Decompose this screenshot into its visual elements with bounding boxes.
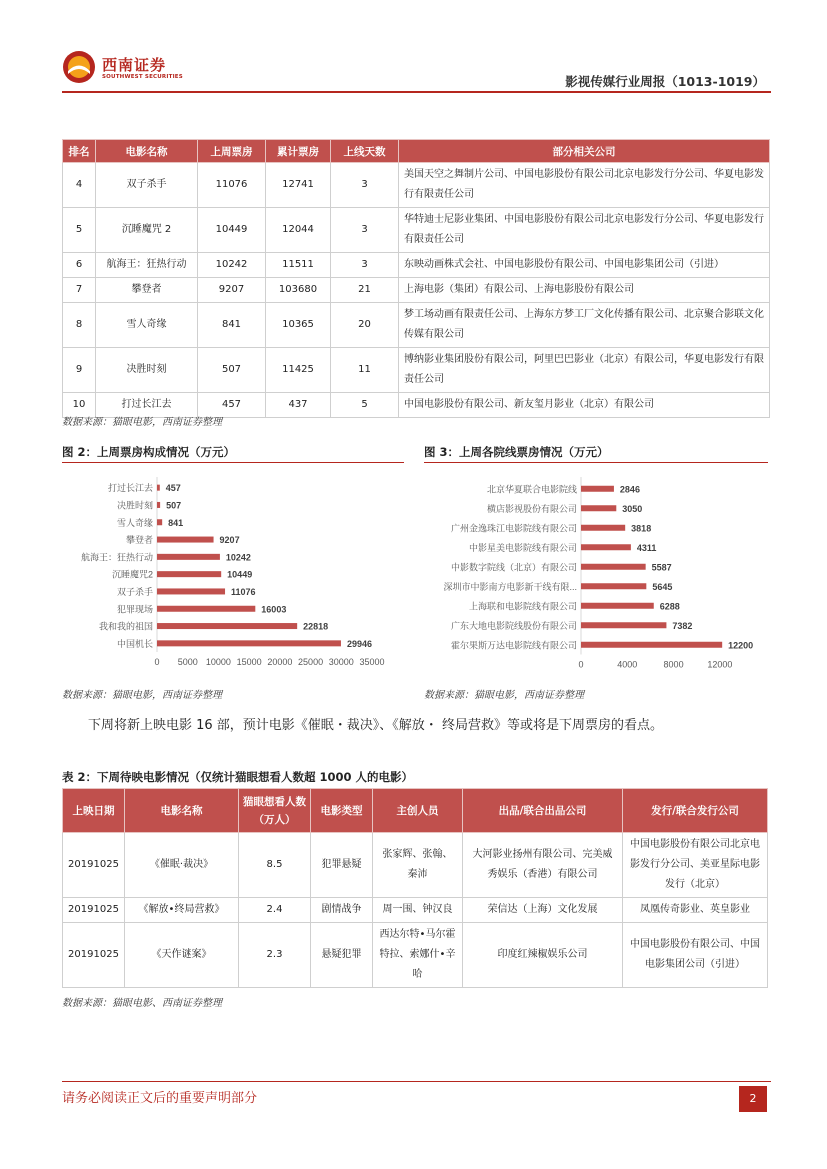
table-row xyxy=(63,348,770,393)
week-box-cell: 10449 xyxy=(198,208,266,253)
producer-cell: 印度红辣椒娱乐公司 xyxy=(463,923,623,988)
days-cell: 11 xyxy=(331,348,399,393)
category-label: 双子杀手 xyxy=(116,586,153,597)
rank-cell: 4 xyxy=(63,163,96,208)
tick-label: 8000 xyxy=(663,659,684,670)
category-label: 中影星美电影院线有限公司 xyxy=(468,542,577,553)
companies-cell: 上海电影（集团）有限公司、上海电影股份有限公司 xyxy=(399,278,770,303)
col-header-companies: 部分相关公司 xyxy=(399,140,770,163)
movie-title-cell: 打过长江去 xyxy=(96,393,198,418)
data-label: 507 xyxy=(166,500,182,511)
data-label: 29946 xyxy=(346,638,372,649)
table-header-row xyxy=(63,140,770,163)
col-header-total-box: 累计票房 xyxy=(266,140,331,163)
footer-divider xyxy=(62,1081,771,1082)
data-label: 3050 xyxy=(622,503,643,514)
company-logo xyxy=(62,50,182,86)
producer-cell: 大河影业扬州有限公司、完美威秀娱乐（香港）有限公司 xyxy=(463,833,623,898)
tick-label: 10000 xyxy=(205,657,231,667)
week-box-cell: 841 xyxy=(198,303,266,348)
bar xyxy=(581,564,646,570)
movie-title-cell: 雪人奇缘 xyxy=(96,303,198,348)
movie-title-cell: 双子杀手 xyxy=(96,163,198,208)
col-header-week-box: 上周票房 xyxy=(198,140,266,163)
companies-cell: 东映动画株式会社、中国电影股份有限公司、中国电影集团公司（引进） xyxy=(399,253,770,278)
want-to-see-cell: 2.4 xyxy=(239,898,311,923)
week-box-cell: 507 xyxy=(198,348,266,393)
rank-cell: 6 xyxy=(63,253,96,278)
total-box-cell: 11511 xyxy=(266,253,331,278)
box-office-table xyxy=(62,139,770,418)
total-box-cell: 103680 xyxy=(266,278,331,303)
week-box-cell: 10242 xyxy=(198,253,266,278)
movie-title-cell: 《解放•终局营救》 xyxy=(125,898,239,923)
rank-cell: 5 xyxy=(63,208,96,253)
data-label: 4311 xyxy=(636,542,657,553)
data-label: 11076 xyxy=(231,586,256,597)
companies-cell: 中国电影股份有限公司、新友玺月影业（北京）有限公司 xyxy=(399,393,770,418)
figure2-source: 数据来源：猫眼电影，西南证券整理 xyxy=(62,690,222,701)
bar xyxy=(581,525,625,531)
cast-cell: 西达尔特•马尔霍特拉、索娜什•辛哈 xyxy=(373,923,463,988)
data-label: 3818 xyxy=(631,523,652,534)
bar xyxy=(157,623,297,629)
tick-label: 35000 xyxy=(359,657,385,667)
category-label: 广州金逸珠江电影院线有限公司 xyxy=(450,523,577,534)
tick-label: 30000 xyxy=(328,657,354,667)
week-box-cell: 457 xyxy=(198,393,266,418)
figure2-title-underline xyxy=(62,462,404,463)
category-label: 横店影视股份有限公司 xyxy=(486,503,577,514)
logo-cn-text: 西南证券 xyxy=(102,56,167,74)
category-label: 沉睡魔咒2 xyxy=(111,569,153,580)
data-label: 457 xyxy=(165,483,181,494)
figure3-source: 数据来源：猫眼电影，西南证券整理 xyxy=(424,690,584,701)
days-cell: 20 xyxy=(331,303,399,348)
col-header-genre: 电影类型 xyxy=(311,789,373,833)
data-label: 5645 xyxy=(652,581,673,592)
table2-source: 数据来源：猫眼电影、西南证券整理 xyxy=(62,998,222,1009)
disclaimer-notice: 请务必阅读正文后的重要声明部分 xyxy=(62,1091,258,1106)
bar xyxy=(581,583,646,589)
bar xyxy=(157,537,214,543)
category-label: 犯罪现场 xyxy=(116,604,153,615)
figure3-title-underline xyxy=(424,462,768,463)
col-header-release-date: 上映日期 xyxy=(63,789,125,833)
report-title: 影视传媒行业周报（1013-1019） xyxy=(565,74,765,89)
cinema-chain-box-office-chart xyxy=(424,470,770,675)
rank-cell: 10 xyxy=(63,393,96,418)
bar xyxy=(157,640,341,646)
companies-cell: 博纳影业集团股份有限公司，阿里巴巴影业（北京）有限公司，华夏电影发行有限责任公司 xyxy=(399,348,770,393)
total-box-cell: 11425 xyxy=(266,348,331,393)
distributor-cell: 中国电影股份有限公司、中国电影集团公司（引进） xyxy=(623,923,768,988)
category-label: 打过长江去 xyxy=(107,483,153,494)
cast-cell: 周一围、钟汉良 xyxy=(373,898,463,923)
days-cell: 5 xyxy=(331,393,399,418)
body-paragraph: 下周将新上映电影 16 部，预计电影《催眠・裁决》、《解放・ 终局营救》等或将是下周票房的看点。 xyxy=(88,718,663,733)
cast-cell: 张家辉、张翰、秦沛 xyxy=(373,833,463,898)
producer-cell: 荣信达（上海）文化发展 xyxy=(463,898,623,923)
rank-cell: 9 xyxy=(63,348,96,393)
table-header-row xyxy=(63,789,768,833)
tick-label: 15000 xyxy=(236,657,262,667)
tick-label: 12000 xyxy=(707,659,733,670)
upcoming-movies-table xyxy=(62,788,768,988)
col-header-title: 电影名称 xyxy=(125,789,239,833)
release-date-cell: 20191025 xyxy=(63,833,125,898)
genre-cell: 犯罪悬疑 xyxy=(311,833,373,898)
distributor-cell: 凤凰传奇影业、英皇影业 xyxy=(623,898,768,923)
movie-title-cell: 航海王：狂热行动 xyxy=(96,253,198,278)
table-row xyxy=(63,833,768,898)
col-header-distributor: 发行/联合发行公司 xyxy=(623,789,768,833)
box-office-composition-chart xyxy=(62,470,404,675)
col-header-want-to-see: 猫眼想看人数（万人） xyxy=(239,789,311,833)
tick-label: 4000 xyxy=(617,659,638,670)
week-box-cell: 11076 xyxy=(198,163,266,208)
genre-cell: 悬疑犯罪 xyxy=(311,923,373,988)
distributor-cell: 中国电影股份有限公司北京电影发行分公司、美亚星际电影发行（北京） xyxy=(623,833,768,898)
rank-cell: 8 xyxy=(63,303,96,348)
bar xyxy=(581,642,722,648)
tick-label: 0 xyxy=(578,659,584,670)
want-to-see-cell: 8.5 xyxy=(239,833,311,898)
bar xyxy=(157,519,162,525)
total-box-cell: 10365 xyxy=(266,303,331,348)
data-label: 10242 xyxy=(225,552,251,563)
bar xyxy=(157,588,225,594)
data-label: 9207 xyxy=(219,535,240,546)
tick-label: 20000 xyxy=(267,657,293,667)
movie-title-cell: 《天作谜案》 xyxy=(125,923,239,988)
data-label: 6288 xyxy=(659,601,680,612)
table2-title: 表 2：下周待映电影情况（仅统计猫眼想看人数超 1000 人的电影） xyxy=(62,770,414,784)
col-header-title: 电影名称 xyxy=(96,140,198,163)
bar xyxy=(581,505,616,511)
category-label: 雪人奇缘 xyxy=(116,517,153,528)
figure2-title: 图 2：上周票房构成情况（万元） xyxy=(62,445,236,459)
companies-cell: 华特迪士尼影业集团、中国电影股份有限公司北京电影发行分公司、华夏电影发行有限责任公司 xyxy=(399,208,770,253)
category-label: 北京华夏联合电影院线 xyxy=(486,484,577,495)
days-cell: 21 xyxy=(331,278,399,303)
header-divider xyxy=(62,91,771,93)
col-header-producer: 出品/联合出品公司 xyxy=(463,789,623,833)
category-label: 中国机长 xyxy=(116,638,153,649)
total-box-cell: 437 xyxy=(266,393,331,418)
category-label: 中影数字院线（北京）有限公司 xyxy=(450,562,577,573)
category-label: 航海王：狂热行动 xyxy=(80,552,153,563)
table-row xyxy=(63,923,768,988)
page-number: 2 xyxy=(739,1086,767,1112)
total-box-cell: 12044 xyxy=(266,208,331,253)
col-header-days: 上线天数 xyxy=(331,140,399,163)
tick-label: 5000 xyxy=(177,657,198,667)
release-date-cell: 20191025 xyxy=(63,923,125,988)
movie-title-cell: 《催眠·裁决》 xyxy=(125,833,239,898)
table-row xyxy=(63,163,770,208)
days-cell: 3 xyxy=(331,163,399,208)
data-label: 22818 xyxy=(303,621,329,632)
bar xyxy=(157,502,160,508)
figure3-title: 图 3：上周各院线票房情况（万元） xyxy=(424,445,609,459)
days-cell: 3 xyxy=(331,208,399,253)
logo-mark-icon xyxy=(62,50,96,84)
movie-title-cell: 沉睡魔咒 2 xyxy=(96,208,198,253)
category-label: 广东大地电影院线股份有限公司 xyxy=(450,620,577,631)
data-label: 2846 xyxy=(619,484,640,495)
category-label: 决胜时刻 xyxy=(116,500,153,511)
data-label: 5587 xyxy=(651,562,672,573)
release-date-cell: 20191025 xyxy=(63,898,125,923)
week-box-cell: 9207 xyxy=(198,278,266,303)
category-label: 我和我的祖国 xyxy=(98,621,153,632)
bar xyxy=(581,603,654,609)
bar xyxy=(581,544,631,550)
table1-source: 数据来源：猫眼电影，西南证券整理 xyxy=(62,417,222,428)
tick-label: 25000 xyxy=(298,657,324,667)
companies-cell: 梦工场动画有限责任公司、上海东方梦工厂文化传播有限公司、北京聚合影联文化传媒有限公司 xyxy=(399,303,770,348)
rank-cell: 7 xyxy=(63,278,96,303)
table-row xyxy=(63,278,770,303)
data-label: 841 xyxy=(168,517,184,528)
bar xyxy=(581,622,666,628)
category-label: 霍尔果斯万达电影院线有限公司 xyxy=(450,640,577,651)
table-row xyxy=(63,898,768,923)
col-header-rank: 排名 xyxy=(63,140,96,163)
category-label: 攀登者 xyxy=(125,535,153,546)
col-header-cast: 主创人员 xyxy=(373,789,463,833)
logo-en-text: SOUTHWEST SECURITIES xyxy=(102,74,183,80)
table-row xyxy=(63,303,770,348)
genre-cell: 剧情战争 xyxy=(311,898,373,923)
bar xyxy=(157,554,220,560)
bar xyxy=(157,485,160,491)
companies-cell: 美国天空之舞制片公司、中国电影股份有限公司北京电影发行分公司、华夏电影发行有限责任公司 xyxy=(399,163,770,208)
movie-title-cell: 决胜时刻 xyxy=(96,348,198,393)
bar xyxy=(581,486,614,492)
bar xyxy=(157,606,255,612)
tick-label: 0 xyxy=(154,657,160,667)
category-label: 深圳市中影南方电影新干线有限... xyxy=(443,581,577,592)
table-row xyxy=(63,253,770,278)
data-label: 16003 xyxy=(261,604,287,615)
days-cell: 3 xyxy=(331,253,399,278)
total-box-cell: 12741 xyxy=(266,163,331,208)
movie-title-cell: 攀登者 xyxy=(96,278,198,303)
category-label: 上海联和电影院线有限公司 xyxy=(468,601,577,612)
table-row xyxy=(63,208,770,253)
data-label: 7382 xyxy=(672,620,693,631)
bar xyxy=(157,571,221,577)
data-label: 10449 xyxy=(227,569,253,580)
data-label: 12200 xyxy=(728,640,754,651)
want-to-see-cell: 2.3 xyxy=(239,923,311,988)
